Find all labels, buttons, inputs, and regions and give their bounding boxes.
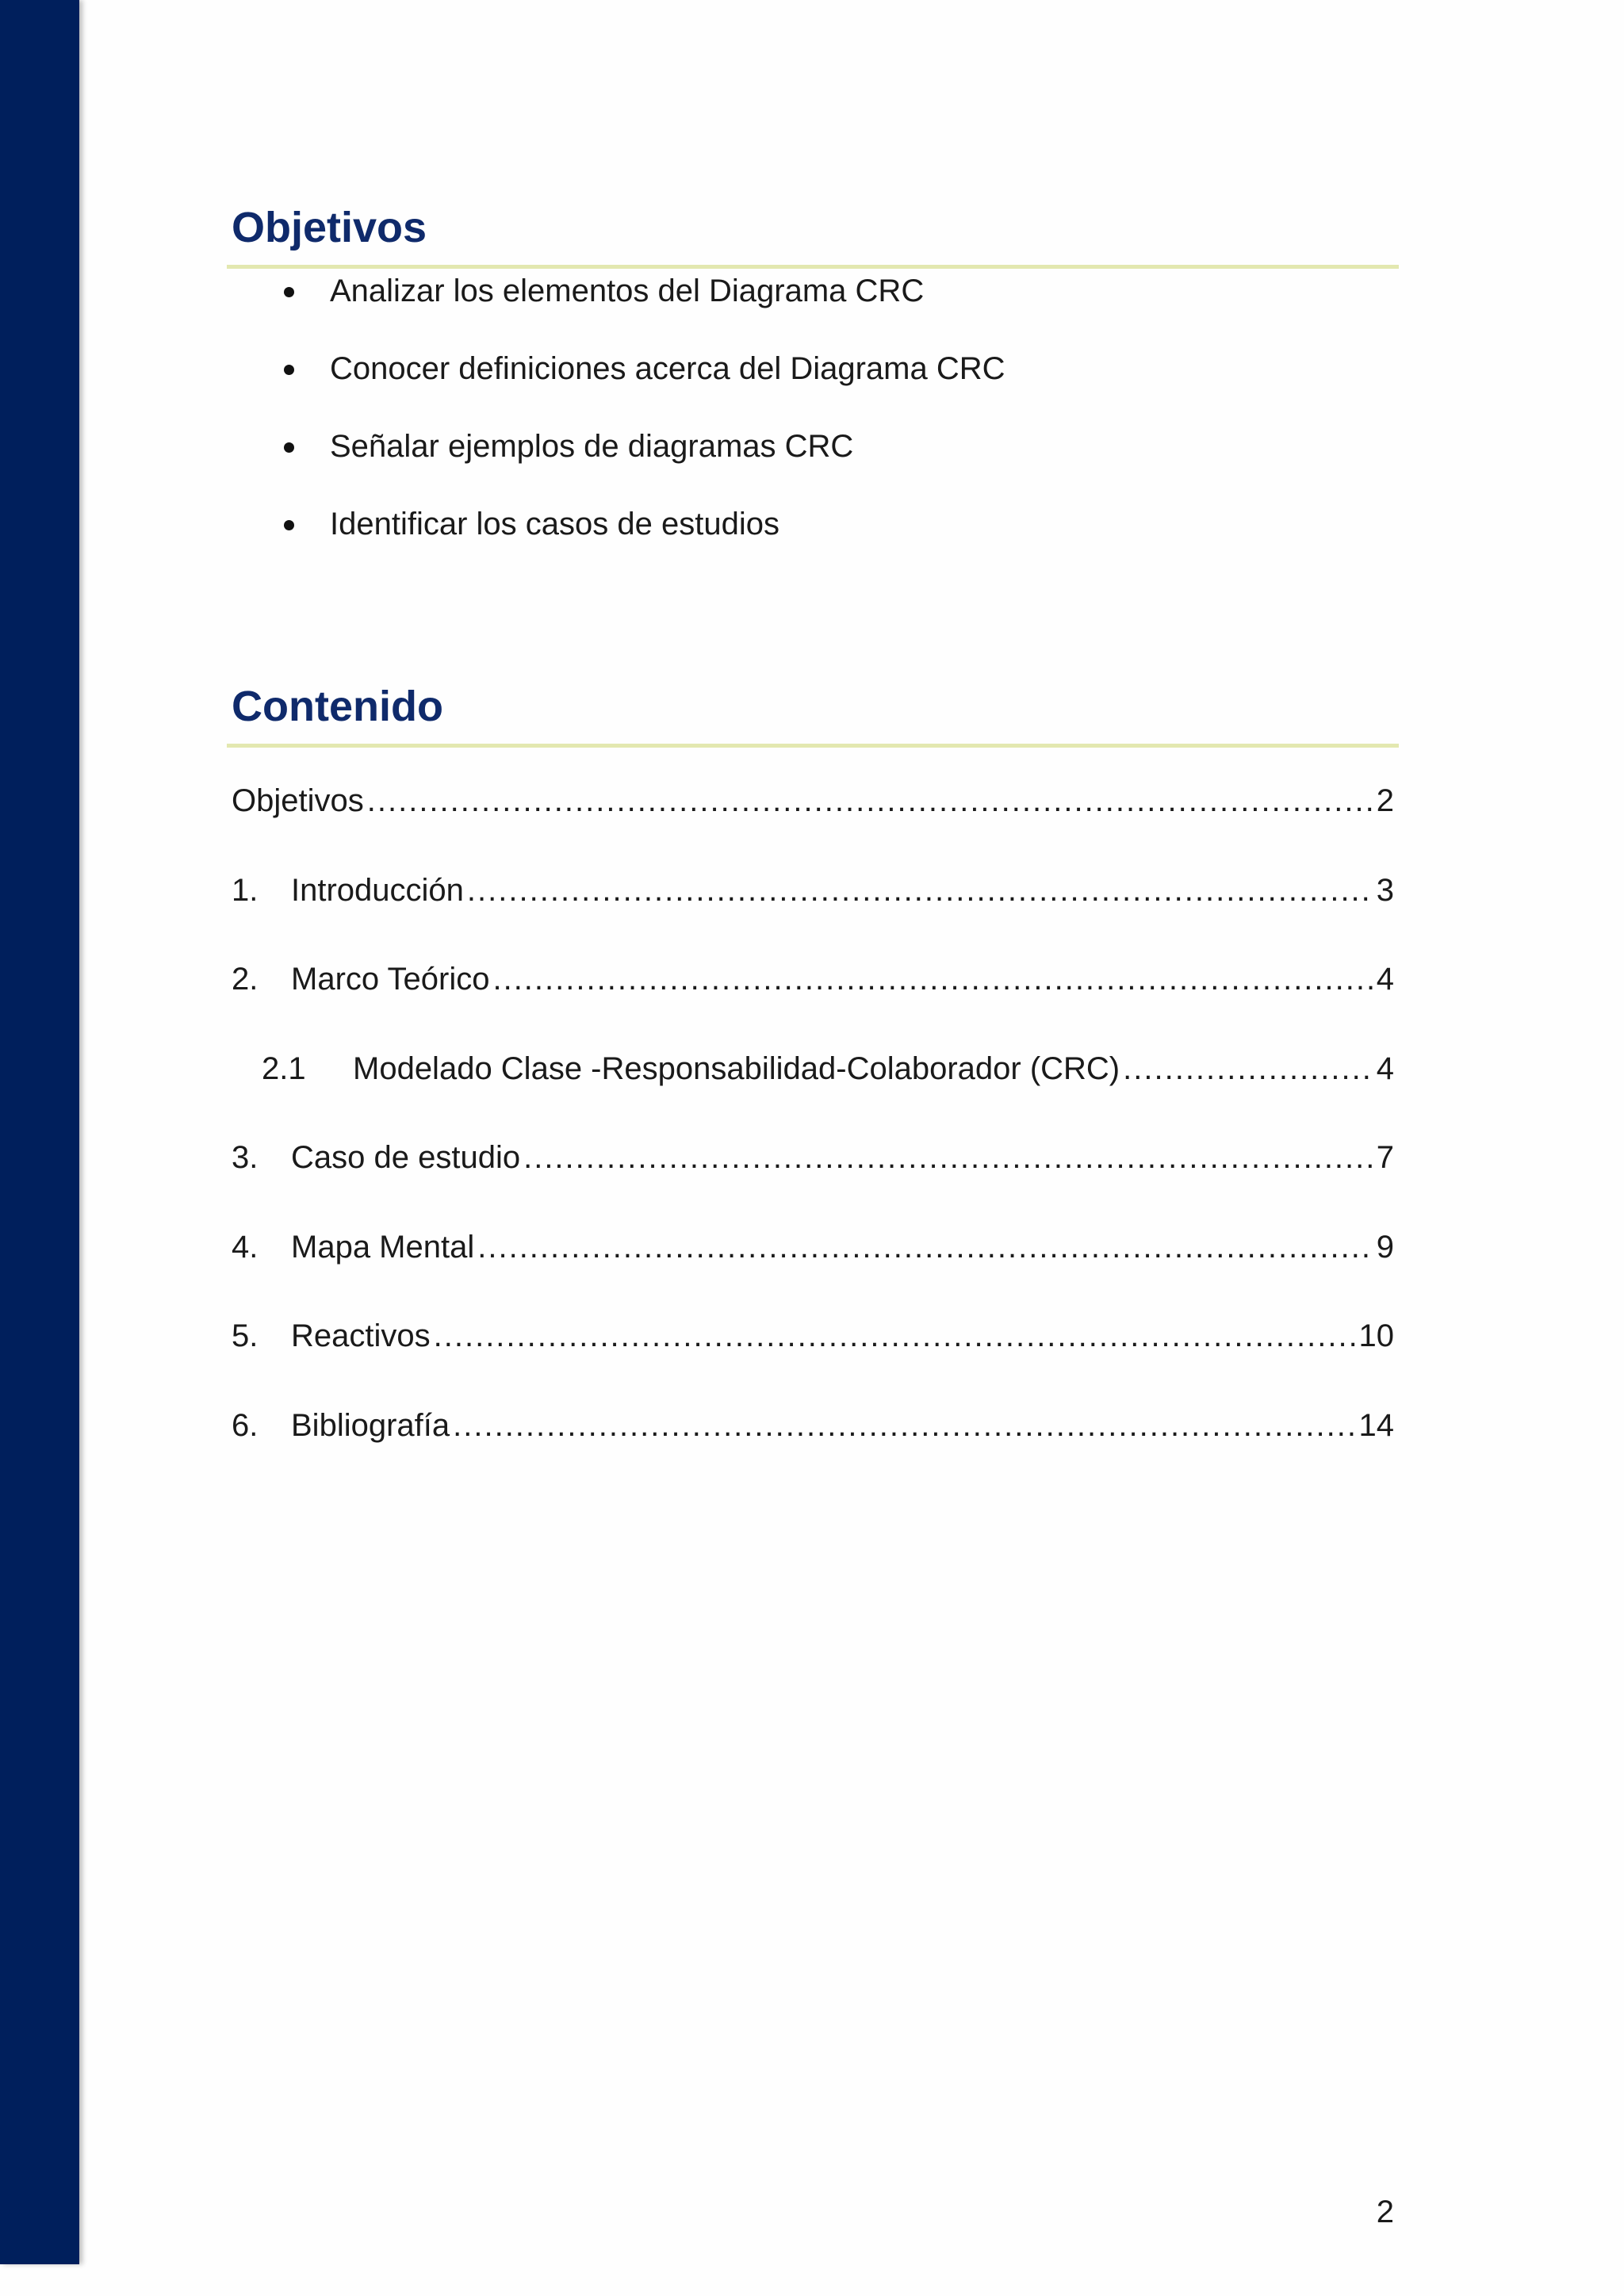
bullet-icon: [284, 520, 294, 530]
toc-entry-modelado-crc[interactable]: [232, 1043, 1394, 1133]
list-item-text: Analizar los elementos del Diagrama CRC: [330, 274, 925, 308]
toc-entry-number: 2.1: [262, 1050, 306, 1086]
list-item: [227, 268, 1005, 346]
toc-leader: [367, 775, 1373, 826]
toc-entry-number: 5.: [232, 1318, 259, 1353]
toc-entry-caso-de-estudio[interactable]: [232, 1132, 1394, 1222]
toc-entry-objetivos[interactable]: [232, 775, 1394, 865]
toc-entry-number: 1.: [232, 872, 259, 908]
bullet-icon: [284, 442, 294, 453]
toc-leader: [453, 1400, 1355, 1451]
toc-entry-text: Marco Teórico: [291, 962, 490, 997]
toc-leader: [523, 1132, 1373, 1183]
contenido-rule: [227, 744, 1399, 748]
toc-entry-text: Objetivos: [232, 783, 364, 818]
toc-entry-text: Caso de estudio: [291, 1140, 521, 1175]
toc-entry-text: Modelado Clase -Responsabilidad-Colaborador (CRC): [353, 1050, 1120, 1086]
toc-entry-text: Bibliografía: [291, 1407, 450, 1443]
toc-entry-text: Mapa Mental: [291, 1229, 475, 1265]
toc-entry-text: Introducción: [291, 872, 464, 908]
list-item: [227, 501, 1005, 579]
toc-page-number: 10: [1358, 1318, 1394, 1353]
side-bar: [0, 0, 79, 2264]
toc-leader: [492, 954, 1373, 1004]
toc-leader: [477, 1222, 1373, 1272]
bullet-icon: [284, 287, 294, 297]
list-item: [227, 346, 1005, 423]
page-number: 2: [1376, 2195, 1394, 2229]
toc-leader: [1123, 1043, 1373, 1094]
toc-page-number: 2: [1376, 783, 1394, 818]
toc-page-number: 9: [1376, 1229, 1394, 1265]
toc-entry-mapa-mental[interactable]: [232, 1222, 1394, 1311]
objetivos-heading: Objetivos: [232, 204, 427, 251]
objetivos-list: [227, 268, 1005, 579]
toc-page-number: 4: [1376, 1050, 1394, 1086]
toc-entry-number: 4.: [232, 1229, 259, 1265]
toc-entry-marco-teorico[interactable]: [232, 954, 1394, 1043]
table-of-contents: [232, 775, 1394, 1489]
toc-entry-number: 3.: [232, 1140, 259, 1175]
list-item-text: Conocer definiciones acerca del Diagrama CRC: [330, 351, 1005, 386]
list-item-text: Señalar ejemplos de diagramas CRC: [330, 429, 854, 464]
toc-page-number: 3: [1376, 872, 1394, 908]
toc-leader: [434, 1311, 1356, 1361]
toc-entry-number: 6.: [232, 1407, 259, 1443]
toc-entry-bibliografia[interactable]: [232, 1400, 1394, 1490]
bullet-icon: [284, 365, 294, 375]
list-item: [227, 423, 1005, 501]
contenido-heading: Contenido: [232, 683, 443, 730]
toc-entry-reactivos[interactable]: [232, 1311, 1394, 1400]
toc-entry-introduccion[interactable]: [232, 865, 1394, 955]
list-item-text: Identificar los casos de estudios: [330, 507, 779, 541]
toc-page-number: 14: [1358, 1407, 1394, 1443]
toc-entry-number: 2.: [232, 962, 259, 997]
toc-leader: [467, 865, 1373, 916]
toc-page-number: 4: [1376, 962, 1394, 997]
toc-page-number: 7: [1376, 1140, 1394, 1175]
toc-entry-text: Reactivos: [291, 1318, 431, 1353]
